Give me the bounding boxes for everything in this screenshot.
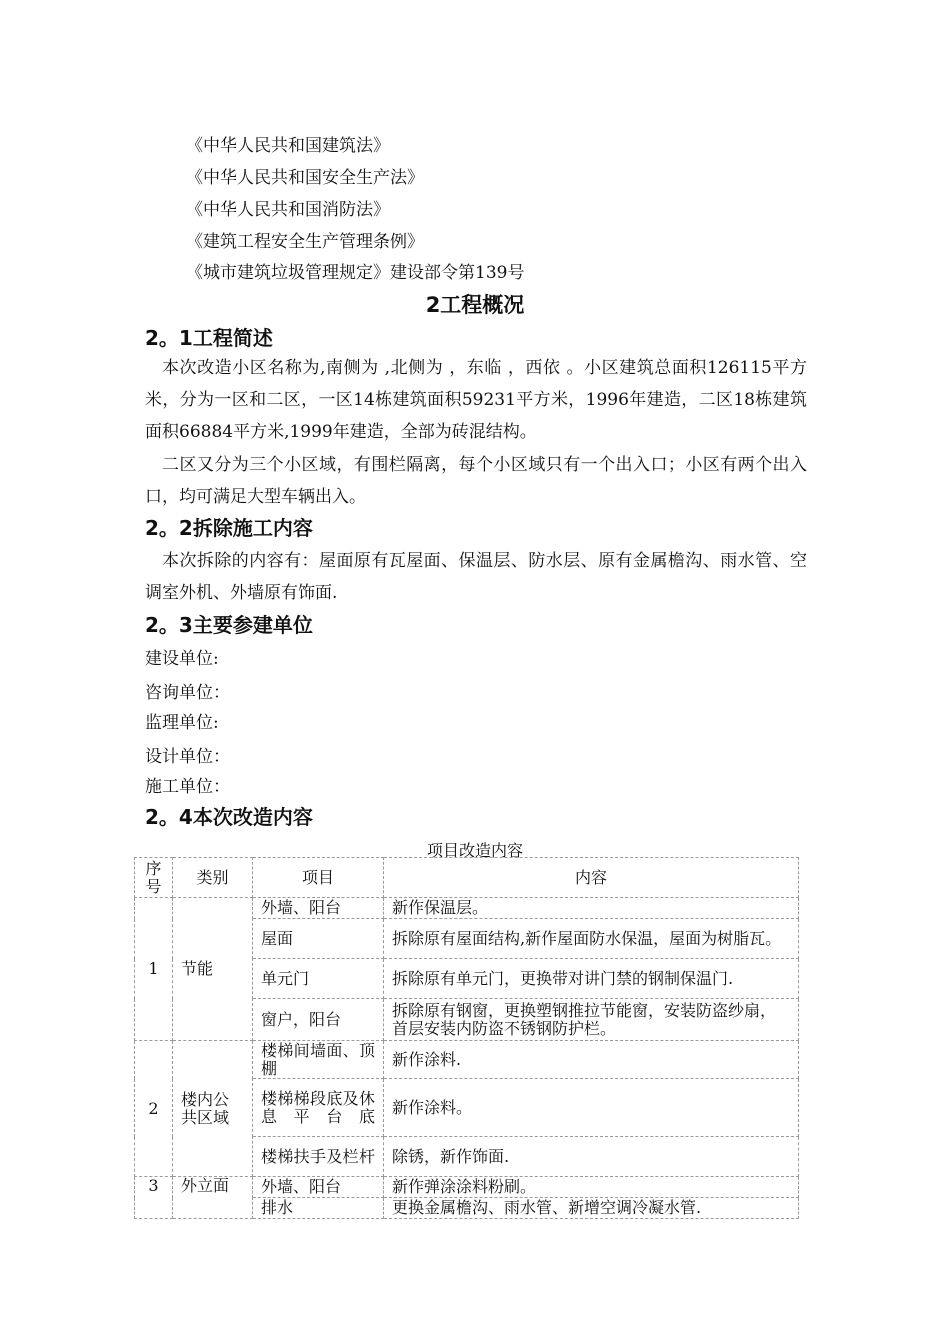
unit-label: 咨询单位： bbox=[145, 683, 230, 703]
table-caption: 项目改造内容 bbox=[426, 841, 523, 860]
category-cell: 节能 bbox=[173, 898, 253, 1041]
law-reference: 《中华人民共和国安全生产法》 bbox=[186, 168, 424, 188]
row-number: 3 bbox=[135, 1177, 173, 1219]
content-cell: 除锈，新作饰面. bbox=[384, 1137, 799, 1177]
unit-label: 设计单位： bbox=[145, 747, 230, 767]
header-cell: 序号 bbox=[135, 858, 173, 898]
content-cell: 拆除原有单元门，更换带对讲门禁的钢制保温门. bbox=[384, 959, 799, 999]
row-number: 2 bbox=[135, 1041, 173, 1177]
item-cell: 楼梯梯段底及休息平台底 bbox=[253, 1079, 384, 1137]
table-header-row bbox=[135, 858, 799, 898]
table-row bbox=[135, 1041, 799, 1079]
subsection-title: 2。1工程简述 bbox=[145, 326, 273, 350]
item-cell: 单元门 bbox=[253, 959, 384, 999]
subsection-title: 2。4本次改造内容 bbox=[145, 805, 313, 829]
item-cell: 外墙、阳台 bbox=[253, 898, 384, 919]
unit-label: 监理单位: bbox=[145, 713, 219, 733]
paragraph: 本次改造小区名称为,南侧为 ,北侧为 ，东临 ，西依 。小区建筑总面积126115平方米，分为一区和二区，一区14栋建筑面积59231平方米，1996年建造，二区18栋建筑面积66884平方米,1999年建造，全部为砖混结构。 bbox=[145, 358, 807, 442]
table-row bbox=[135, 898, 799, 919]
law-reference: 《中华人民共和国建筑法》 bbox=[186, 136, 390, 156]
law-reference: 《建筑工程安全生产管理条例》 bbox=[186, 232, 424, 252]
item-cell: 楼梯间墙面、顶棚 bbox=[253, 1041, 384, 1079]
row-number: 1 bbox=[135, 898, 173, 1041]
content-cell: 新作涂料. bbox=[384, 1041, 799, 1079]
law-reference: 《城市建筑垃圾管理规定》建设部令第139号 bbox=[186, 263, 525, 283]
unit-label: 施工单位： bbox=[145, 777, 230, 797]
content-cell: 更换金属檐沟、雨水管、新增空调冷凝水管. bbox=[384, 1198, 799, 1219]
item-cell: 楼梯扶手及栏杆 bbox=[253, 1137, 384, 1177]
unit-label: 建设单位: bbox=[145, 649, 219, 669]
category-cell: 外立面 bbox=[173, 1177, 253, 1219]
category-cell: 楼内公共区域 bbox=[173, 1041, 253, 1177]
renovation-table bbox=[134, 857, 799, 1219]
table-row bbox=[135, 1177, 799, 1198]
item-cell: 窗户，阳台 bbox=[253, 999, 384, 1041]
header-cell: 项目 bbox=[253, 858, 384, 898]
subsection-title: 2。3主要参建单位 bbox=[145, 613, 313, 637]
section-title: 2工程概况 bbox=[425, 293, 525, 317]
header-cell: 内容 bbox=[384, 858, 799, 898]
content-cell: 拆除原有钢窗，更换塑钢推拉节能窗，安装防盗纱扇，首层安装内防盗不锈钢防护栏。 bbox=[384, 999, 799, 1041]
item-cell: 排水 bbox=[253, 1198, 384, 1219]
paragraph: 本次拆除的内容有：屋面原有瓦屋面、保温层、防水层、原有金属檐沟、雨水管、空调室外机、外墙原有饰面. bbox=[145, 551, 807, 603]
content-cell: 新作保温层。 bbox=[384, 898, 799, 919]
law-reference: 《中华人民共和国消防法》 bbox=[186, 200, 390, 220]
paragraph: 二区又分为三个小区域，有围栏隔离，每个小区域只有一个出入口；小区有两个出入口，均可满足大型车辆出入。 bbox=[145, 455, 807, 507]
subsection-title: 2。2拆除施工内容 bbox=[145, 516, 313, 540]
header-cell: 类别 bbox=[173, 858, 253, 898]
content-cell: 拆除原有屋面结构,新作屋面防水保温，屋面为树脂瓦。 bbox=[384, 919, 799, 959]
content-cell: 新作弹涂涂料粉刷。 bbox=[384, 1177, 799, 1198]
item-cell: 外墙、阳台 bbox=[253, 1177, 384, 1198]
item-cell: 屋面 bbox=[253, 919, 384, 959]
content-cell: 新作涂料。 bbox=[384, 1079, 799, 1137]
